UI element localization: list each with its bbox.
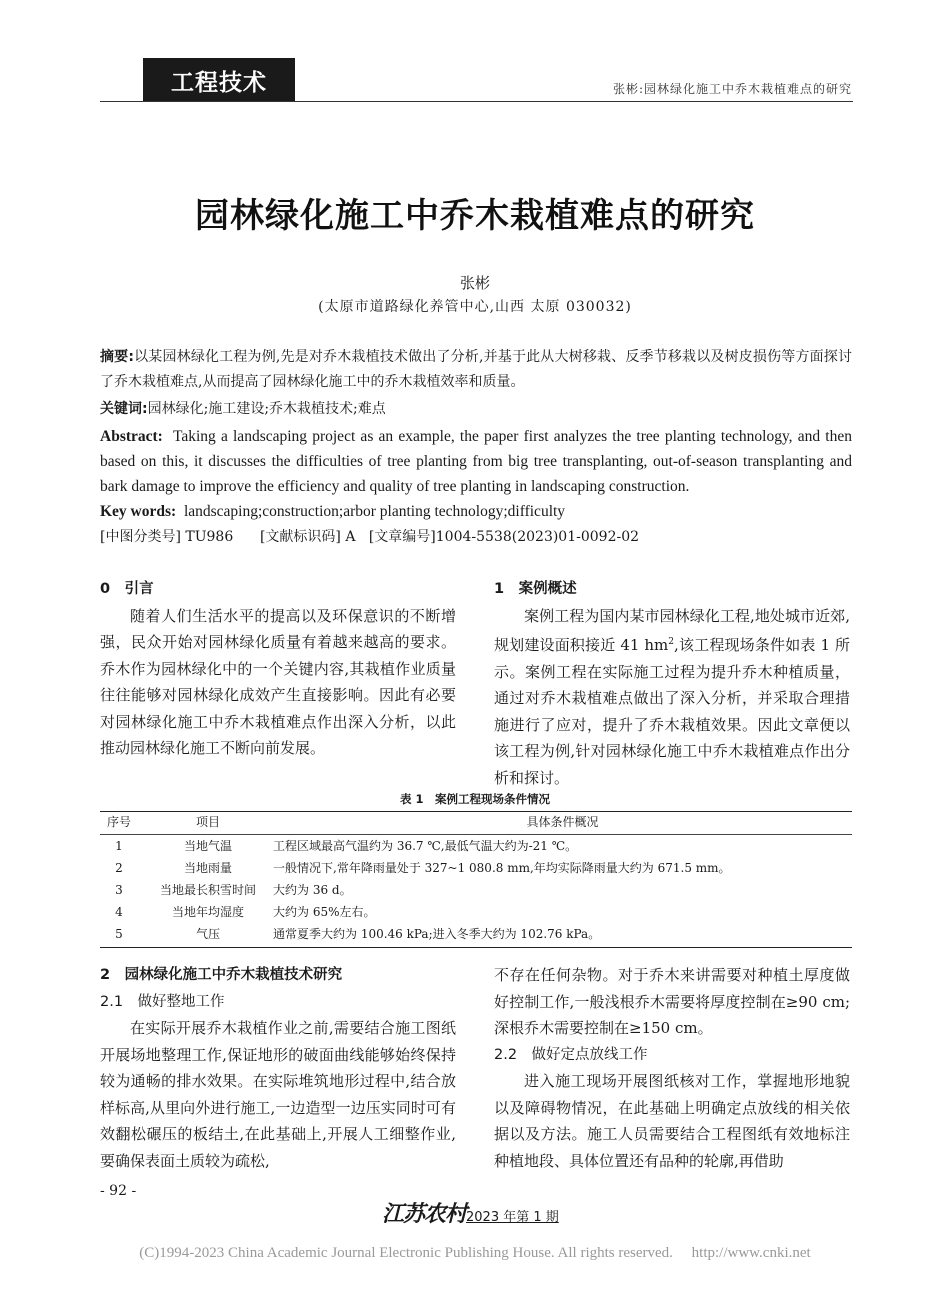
table-cell-item: 当地最长积雪时间 [159, 883, 256, 897]
table-header-no: 序号 [106, 815, 131, 829]
journal-footer [382, 1197, 559, 1228]
table-cell-item: 当地雨量 [183, 861, 232, 875]
table-cell-desc: 通常夏季大约为 100.46 kPa;进入冬季大约为 102.76 kPa。 [273, 927, 601, 941]
clc-value: TU986 [185, 529, 234, 545]
table-row [100, 923, 852, 945]
section-0-heading: 0 引言 [100, 581, 154, 597]
abstract-en-label: Abstract: [100, 428, 163, 445]
column-left-upper [100, 576, 456, 762]
column-right-upper [494, 576, 850, 791]
journal-logo: 江苏农村 [382, 1201, 467, 1227]
table-row [100, 879, 852, 901]
table-row [100, 901, 852, 923]
column-right-lower [494, 962, 850, 1174]
table-cell-no: 5 [115, 927, 123, 941]
table-header-row [100, 811, 852, 833]
doc-label: [文献标识码] [259, 529, 341, 545]
journal-issue: 2023 年第 1 期 [466, 1210, 559, 1225]
section-1-heading: 1 案例概述 [494, 581, 577, 597]
table-row [100, 835, 852, 857]
table-cell-no: 3 [115, 883, 123, 897]
paper-title: 园林绿化施工中乔木栽植难点的研究 [195, 196, 755, 236]
section-2-1-heading: 2.1 做好整地工作 [100, 993, 225, 1010]
table-caption: 表 1 案例工程现场条件情况 [399, 792, 550, 806]
table-cell-item: 气压 [195, 927, 220, 941]
table-cell-no: 1 [115, 839, 123, 853]
table-header-desc: 具体条件概况 [526, 815, 599, 829]
keywords-cn-label: 关键词: [100, 401, 148, 417]
table-bottom-rule [100, 947, 852, 948]
copyright-footer: (C)1994-2023 China Academic Journal Electronic Publishing House. All rights reserved. http://www.cnki.net [139, 1245, 811, 1261]
classification-line [100, 525, 852, 550]
clc-label: [中图分类号] [100, 529, 181, 545]
abstract-cn-label: 摘要: [100, 349, 134, 365]
abstract-cn [100, 345, 852, 395]
keywords-cn [100, 397, 852, 422]
article-value: 1004-5538(2023)01-0092-02 [435, 529, 640, 545]
table-cell-desc: 工程区域最高气温约为 36.7 ℃,最低气温大约为-21 ℃。 [273, 839, 578, 853]
table-cell-no: 4 [115, 905, 123, 919]
table-row [100, 857, 852, 879]
keywords-en [100, 499, 852, 524]
keywords-en-label: Key words: [100, 503, 177, 520]
section-2-heading: 2 园林绿化施工中乔木栽植技术研究 [100, 967, 343, 983]
table-header-item: 项目 [195, 815, 220, 829]
section-tab: 工程技术 [143, 58, 295, 102]
table-cell-desc: 大约为 65%左右。 [273, 905, 376, 919]
section-2-2-heading: 2.2 做好定点放线工作 [494, 1046, 648, 1063]
doc-value: A [345, 529, 356, 545]
section-2-1-continued: 不存在任何杂物。对于乔木来讲需要对种植土厚度做好控制工作,一般浅根乔木需要将厚度控制在≥90 cm;深根乔木需要控制在≥150 cm。 [494, 966, 850, 1037]
table-cell-no: 2 [115, 861, 123, 875]
article-label: [文章编号] [368, 529, 436, 545]
section-2-2-body: 进入施工现场开展图纸核对工作，掌握地形地貌以及障碍物情况，在此基础上明确定点放线的相关依据以及方法。施工人员需要结合工程图纸有效地标注种植地段、具体位置还有品种的轮廓,再借助 [494, 1072, 850, 1170]
section-1-sup: 2 [668, 637, 675, 647]
running-title: 张彬:园林绿化施工中乔木栽植难点的研究 [612, 82, 852, 96]
section-1-body-b: ,该工程现场条件如表 1 所示。案例工程在实际施工过程为提升乔木种植质量，通过对乔木栽植难点做出了深入分析，并采取合理措施进行了应对，提升了乔木栽植效果。因此文章便以该工程为例,针对园林绿化施工中乔木栽植难点作出分析和探讨。 [494, 636, 850, 787]
section-1-body [494, 603, 850, 792]
abstract-en-text: Taking a landscaping project as an example, the paper first analyzes the tree planting technology, and then based on this, it discusses the difficulties of tree planting from big tree transplanting, out-of-season transplanting and bark damage to improve the efficiency and quality of tree planting in landscaping construction. [100, 428, 852, 495]
table-cell-desc: 一般情况下,常年降雨量处于 327~1 080.8 mm,年均实际降雨量大约为 671.5 mm。 [273, 861, 731, 875]
table-cell-item: 当地气温 [183, 839, 232, 853]
abstract-cn-text: 以某园林绿化工程为例,先是对乔木栽植技术做出了分析,并基于此从大树移栽、反季节移栽以及树皮损伤等方面探讨了乔木栽植难点,从而提高了园林绿化施工中的乔木栽植效率和质量。 [100, 349, 852, 390]
keywords-cn-text: 园林绿化;施工建设;乔木栽植技术;难点 [147, 401, 386, 417]
affiliation: (太原市道路绿化养管中心,山西 太原 030032) [318, 299, 632, 315]
author: 张彬 [459, 274, 490, 292]
column-left-lower [100, 962, 456, 1174]
table-cell-item: 当地年均湿度 [171, 905, 244, 919]
page-number: - 92 - [100, 1183, 137, 1199]
section-1-body-a: 案例工程为国内某市园林绿化工程,地处城市近郊,规划建设面积接近 41 hm [494, 606, 850, 654]
keywords-en-text: landscaping;construction;arbor planting technology;difficulty [183, 503, 566, 520]
section-2-1-body: 在实际开展乔木栽植作业之前,需要结合施工图纸开展场地整理工作,保证地形的破面曲线能够始终保持较为通畅的排水效果。在实际堆筑地形过程中,结合放样标高,从里向外进行施工,一边造型一边压实同时可有效翻松碾压的板结土,在此基础上,开展人工细整作业,要确保表面土质较为疏松, [100, 1019, 456, 1170]
section-0-body: 随着人们生活水平的提高以及环保意识的不断增强，民众开始对园林绿化质量有着越来越高的要求。乔木作为园林绿化中的一个关键内容,其栽植作业质量往往能够对园林绿化成效产生直接影响。因此有必要对园林绿化施工中乔木栽植难点作出深入分析，以此推动园林绿化施工不断向前发展。 [100, 606, 456, 757]
table-cell-desc: 大约为 36 d。 [273, 883, 352, 897]
abstract-en [100, 424, 852, 499]
header-rule [100, 101, 853, 102]
